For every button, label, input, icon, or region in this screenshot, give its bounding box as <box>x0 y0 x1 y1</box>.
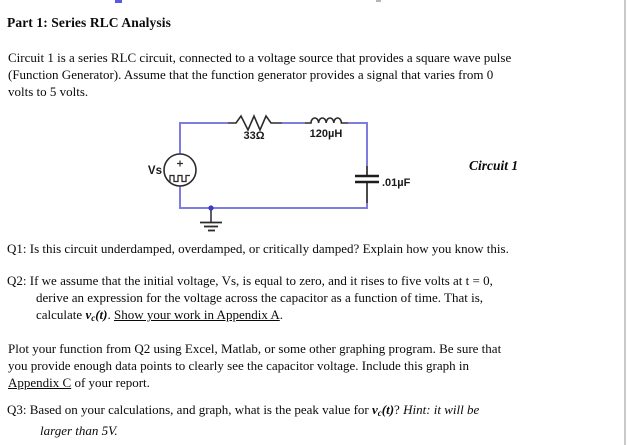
q2-line-3 <box>7 306 493 327</box>
intro-line-2: (Function Generator). Assume that the function generator provides a signal that varies from 0 <box>8 67 494 82</box>
q3-line-1-prefix: Q3: Based on your calculations, and graph, what is the peak value for <box>7 402 372 417</box>
question-1 <box>7 240 509 257</box>
q2-line-1: Q2: If we assume that the initial voltage, Vs, is equal to zero, and it rises to five volts at t = 0, <box>7 273 493 288</box>
junction-dot <box>208 205 213 210</box>
vc-sub: c <box>91 313 96 323</box>
plot-line-3-rest: of your report. <box>71 375 150 390</box>
q2-line-3-prefix: calculate <box>36 307 86 322</box>
capacitor-value-label: .01µF <box>382 177 411 189</box>
circuit-caption: Circuit 1 <box>469 158 519 173</box>
q2-underlined-instruction: Show your work in Appendix A <box>114 307 280 322</box>
voltage-source-icon <box>164 154 196 186</box>
ground-icon <box>200 209 222 231</box>
vc-v: v <box>371 402 378 417</box>
top-edge-artifact <box>115 0 122 3</box>
vc-v: v <box>85 307 92 322</box>
page-edge-divider <box>624 0 626 445</box>
intro-paragraph <box>8 49 511 100</box>
resistor-icon <box>228 116 282 130</box>
plot-paragraph <box>8 340 501 391</box>
vc-variable <box>372 402 394 417</box>
q1-line: Q1: Is this circuit underdamped, overdamped, or critically damped? Explain how you know this. <box>7 241 509 256</box>
resistor-value-label: 33Ω <box>243 130 265 142</box>
q2-line-3-end: . <box>279 307 283 322</box>
section-title: Part 1: Series RLC Analysis <box>7 15 171 30</box>
question-3 <box>7 401 479 439</box>
appendix-c-underlined: Appendix C <box>8 375 72 390</box>
plot-line-1: Plot your function from Q2 using Excel, Matlab, or some other graphing program. Be sure that <box>8 341 502 356</box>
q3-hint-part-1: Hint: it will be <box>403 402 480 417</box>
q3-line-2: larger than 5V. <box>40 423 118 438</box>
top-edge-artifact <box>376 0 381 2</box>
plot-line-2: you provide enough data points to clearly see the capacitor voltage. Include this graph in <box>8 358 469 373</box>
q3-question-mark: ? <box>394 402 404 417</box>
vc-rest: (t) <box>381 402 395 417</box>
inductor-value-label: 120µH <box>309 128 343 140</box>
question-2 <box>7 272 493 327</box>
capacitor-icon <box>355 166 379 203</box>
intro-line-1: Circuit 1 is a series RLC circuit, connected to a voltage source that provides a square wave pulse <box>8 50 512 65</box>
rlc-circuit-diagram <box>140 105 470 240</box>
vc-rest: (t) <box>95 307 108 322</box>
source-label: Vs <box>147 165 162 177</box>
inductor-icon <box>305 118 348 123</box>
intro-line-3: volts to 5 volts. <box>8 84 89 99</box>
vc-variable <box>85 307 107 322</box>
q2-line-2: derive an expression for the voltage across the capacitor as a function of time. That is, <box>36 290 484 305</box>
plot-line-3 <box>8 374 501 391</box>
q3-line-1 <box>7 401 479 422</box>
q2-line-3-mid: . <box>107 307 114 322</box>
vc-sub: c <box>377 408 382 418</box>
